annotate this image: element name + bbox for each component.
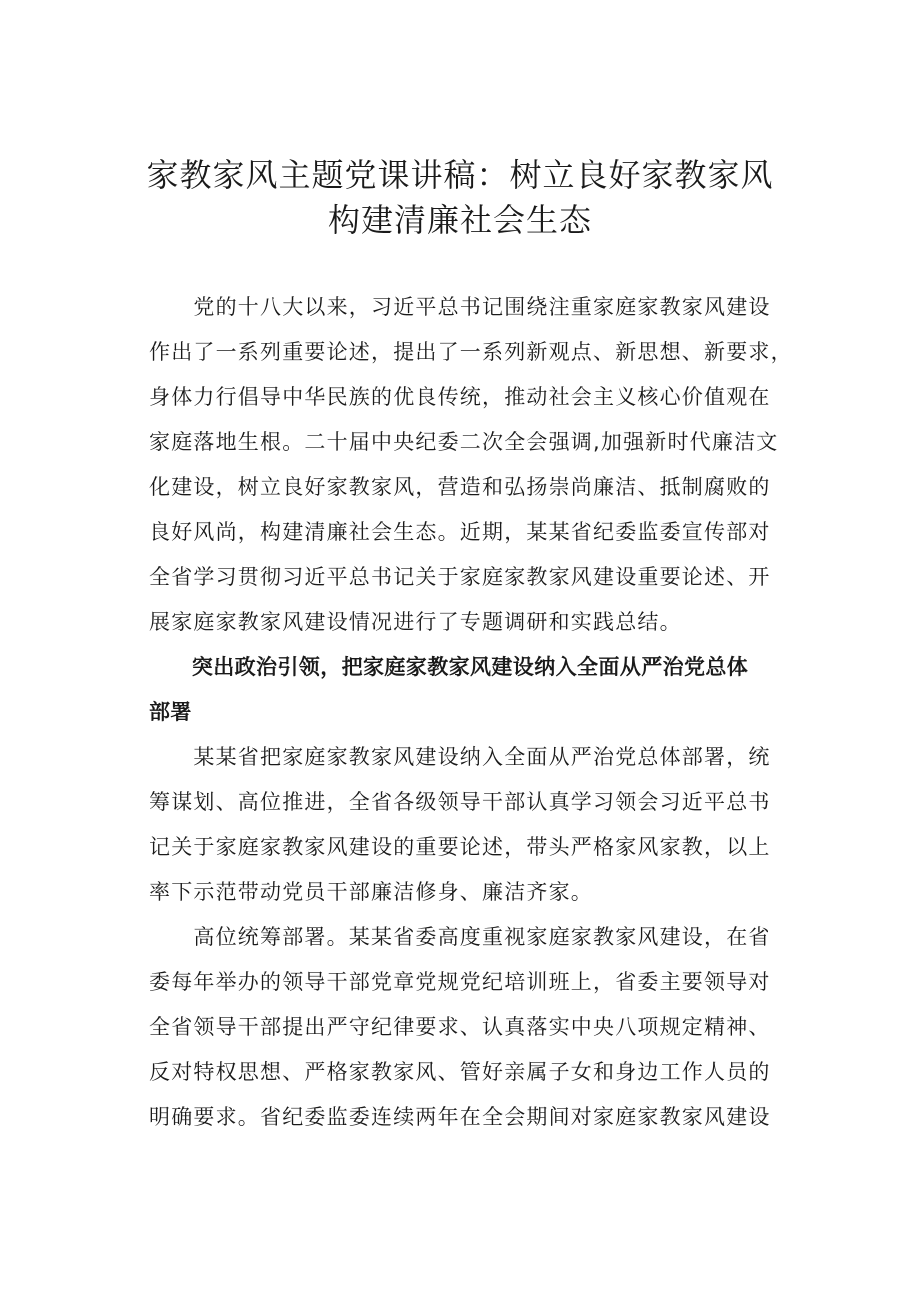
text-line: 展家庭家教家风建设情况进行了专题调研和实践总结。 xyxy=(149,610,682,634)
text-line: 高位统筹部署。某某省委高度重视家庭家教家风建设，在省 xyxy=(149,925,771,949)
paragraph-intro xyxy=(149,285,809,645)
text-line: 家庭落地生根。二十届中央纪委二次全会强调,加强新时代廉洁文 xyxy=(149,430,779,454)
text-line: 作出了一系列重要论述，提出了一系列新观点、新思想、新要求， xyxy=(149,340,793,364)
text-line: 全省领导干部提出严守纪律要求、认真落实中央八项规定精神、 xyxy=(149,1015,771,1039)
text-line: 某某省把家庭家教家风建设纳入全面从严治党总体部署，统 xyxy=(149,745,771,769)
paragraph-deployment xyxy=(149,735,809,915)
text-line: 全省学习贯彻习近平总书记关于家庭家教家风建设重要论述、开 xyxy=(149,565,771,589)
text-line: 化建设，树立良好家教家风，营造和弘扬崇尚廉洁、抵制腐败的 xyxy=(149,475,771,499)
text-line: 党的十八大以来，习近平总书记围绕注重家庭家教家风建设 xyxy=(149,295,771,319)
title-line: 家教家风主题党课讲稿：树立良好家教家风 xyxy=(146,156,774,194)
text-line: 委每年举办的领导干部党章党规党纪培训班上，省委主要领导对 xyxy=(149,970,771,994)
document-title xyxy=(120,152,800,242)
title-line: 构建清廉社会生态 xyxy=(327,201,592,239)
text-line: 筹谋划、高位推进，全省各级领导干部认真学习领会习近平总书 xyxy=(149,790,771,814)
heading-line: 突出政治引领，把家庭家教家风建设纳入全面从严治党总体 xyxy=(149,655,749,679)
heading-line: 部署 xyxy=(149,700,192,724)
text-line: 反对特权思想、严格家教家风、管好亲属子女和身边工作人员的 xyxy=(149,1060,771,1084)
text-line: 率下示范带动党员干部廉洁修身、廉洁齐家。 xyxy=(149,880,593,904)
section-heading xyxy=(149,645,809,735)
text-line: 记关于家庭家教家风建设的重要论述，带头严格家风家教，以上 xyxy=(149,835,771,859)
text-line: 身体力行倡导中华民族的优良传统，推动社会主义核心价值观在 xyxy=(149,385,771,409)
text-line: 明确要求。省纪委监委连续两年在全会期间对家庭家教家风建设 xyxy=(149,1105,771,1129)
text-line: 良好风尚，构建清廉社会生态。近期，某某省纪委监委宣传部对 xyxy=(149,520,771,544)
document-body xyxy=(149,285,809,1140)
paragraph-coordination xyxy=(149,915,809,1140)
